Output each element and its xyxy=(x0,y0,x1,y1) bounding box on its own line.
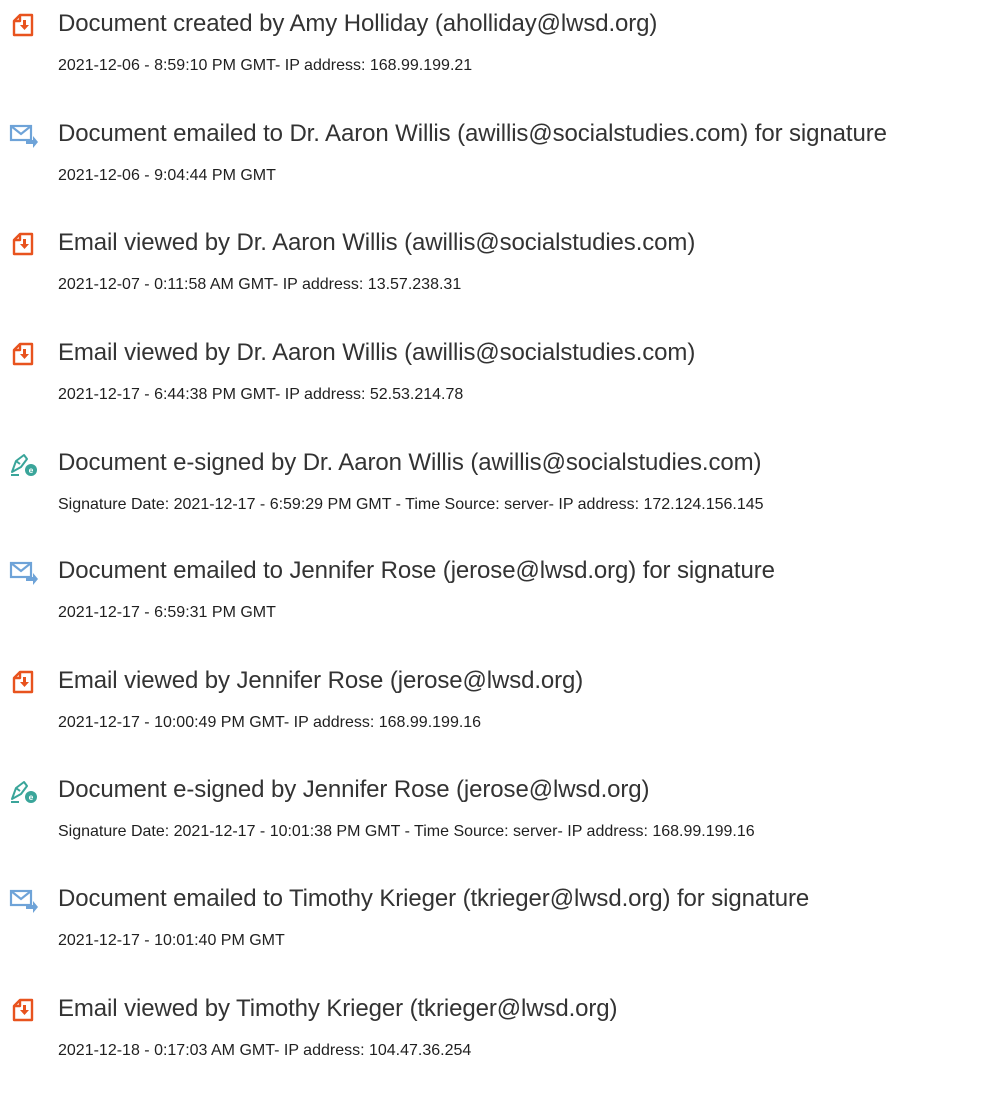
event-detail: 2021-12-07 - 0:11:58 AM GMT- IP address: 13.57.238.31 xyxy=(58,276,462,293)
event-title: Document e-signed by Dr. Aaron Willis (awillis@socialstudies.com) xyxy=(58,449,762,476)
document-icon xyxy=(8,231,40,257)
event-title: Document created by Amy Holliday (aholliday@lwsd.org) xyxy=(58,10,658,37)
audit-event xyxy=(8,885,998,965)
svg-text:e: e xyxy=(28,465,34,476)
event-detail: 2021-12-17 - 6:44:38 PM GMT- IP address: 52.53.214.78 xyxy=(58,386,464,403)
document-icon xyxy=(8,12,40,38)
event-detail: 2021-12-06 - 8:59:10 PM GMT- IP address: 168.99.199.21 xyxy=(58,57,473,74)
audit-event xyxy=(8,339,998,419)
audit-event xyxy=(8,776,998,856)
audit-event xyxy=(8,667,998,747)
email-sent-icon xyxy=(8,122,40,148)
event-detail: Signature Date: 2021-12-17 - 6:59:29 PM GMT - Time Source: server- IP address: 172.124.156.145 xyxy=(58,496,764,513)
event-detail: 2021-12-18 - 0:17:03 AM GMT- IP address: 104.47.36.254 xyxy=(58,1042,472,1059)
e-sign-icon xyxy=(8,778,40,804)
event-detail: 2021-12-17 - 10:01:40 PM GMT xyxy=(58,932,285,949)
event-title: Document emailed to Timothy Krieger (tkrieger@lwsd.org) for signature xyxy=(58,885,810,912)
event-title: Email viewed by Dr. Aaron Willis (awillis@socialstudies.com) xyxy=(58,339,696,366)
audit-event xyxy=(8,557,998,637)
audit-event xyxy=(8,120,998,200)
email-sent-icon xyxy=(8,559,40,585)
event-title: Document emailed to Dr. Aaron Willis (awillis@socialstudies.com) for signature xyxy=(58,120,887,147)
event-detail: 2021-12-17 - 10:00:49 PM GMT- IP address: 168.99.199.16 xyxy=(58,714,482,731)
event-title: Document e-signed by Jennifer Rose (jerose@lwsd.org) xyxy=(58,776,650,803)
audit-event xyxy=(8,229,998,309)
svg-text:e: e xyxy=(28,792,34,803)
e-sign-icon xyxy=(8,451,40,477)
event-title: Email viewed by Timothy Krieger (tkrieger@lwsd.org) xyxy=(58,995,618,1022)
event-detail: 2021-12-17 - 6:59:31 PM GMT xyxy=(58,604,276,621)
document-icon xyxy=(8,669,40,695)
audit-event xyxy=(8,995,998,1075)
document-icon xyxy=(8,997,40,1023)
email-sent-icon xyxy=(8,887,40,913)
event-detail: Signature Date: 2021-12-17 - 10:01:38 PM GMT - Time Source: server- IP address: 168.99.199.16 xyxy=(58,823,755,840)
event-detail: 2021-12-06 - 9:04:44 PM GMT xyxy=(58,167,276,184)
audit-event xyxy=(8,449,998,529)
event-title: Email viewed by Jennifer Rose (jerose@lwsd.org) xyxy=(58,667,584,694)
event-title: Document emailed to Jennifer Rose (jerose@lwsd.org) for signature xyxy=(58,557,775,584)
audit-event xyxy=(8,10,998,90)
document-icon xyxy=(8,341,40,367)
event-title: Email viewed by Dr. Aaron Willis (awillis@socialstudies.com) xyxy=(58,229,696,256)
